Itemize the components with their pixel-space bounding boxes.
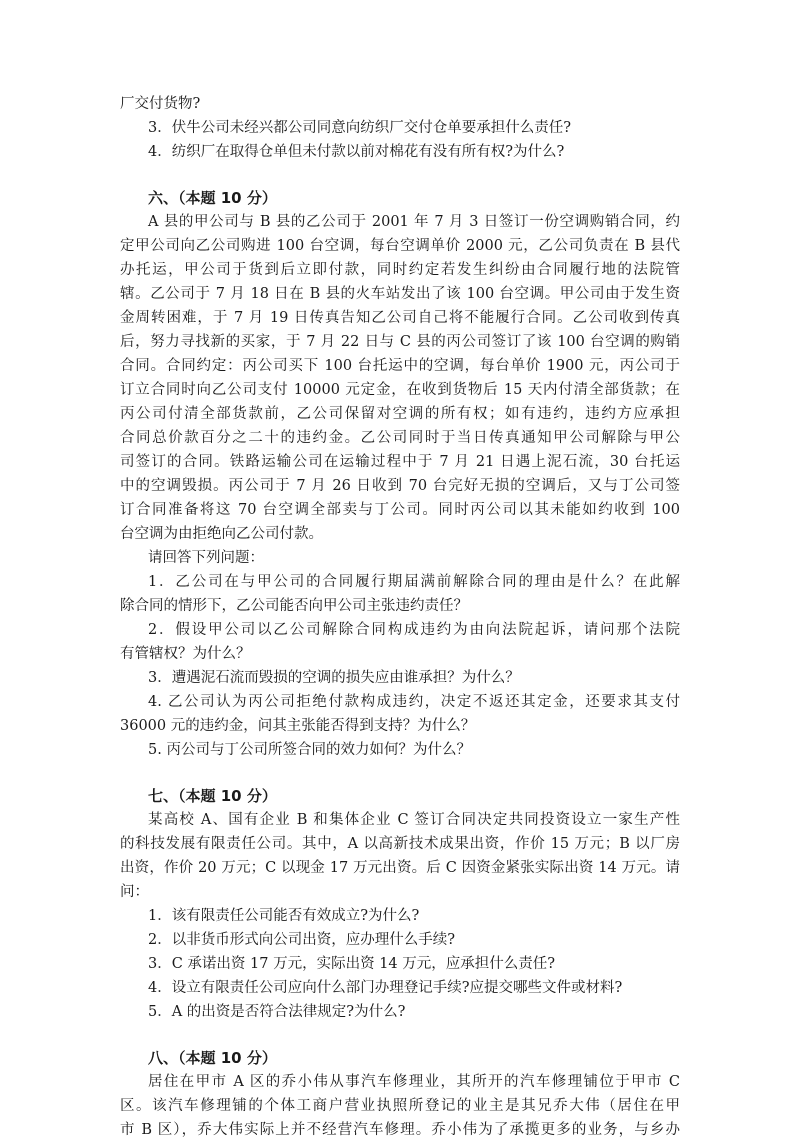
question-item: 4．设立有限责任公司应向什么部门办理登记手续?应提交哪些文件或材料? (148, 980, 623, 996)
text-line: 后，努力寻找新的买家，于 7 月 22 日与 C 县的丙公司签订了该 100 台空调的购销 (120, 334, 680, 350)
text-line: 订立合同时向乙公司支付 10000 元定金，在收到货物后 15 天内付清全部货款；在 (120, 382, 680, 398)
question-item: 5. 丙公司与丁公司所签合同的效力如何？为什么？ (148, 742, 471, 758)
text-line: 居住在甲市 A 区的乔小伟从事汽车修理业，其所开的汽车修理铺位于甲市 C (148, 1074, 680, 1090)
text-line: A 县的甲公司与 B 县的乙公司于 2001 年 7 月 3 日签订一份空调购销合同，约 (148, 214, 680, 230)
text-line: 丙公司付清全部货款前，乙公司保留对空调的所有权；如有违约，违约方应承担 (120, 406, 680, 422)
section-heading: 六、（本题 10 分） (148, 189, 277, 207)
question-item-cont: 有管辖权？为什么？ (120, 646, 251, 662)
text-line: 办托运，甲公司于货到后立即付款，同时约定若发生纠纷由合同履行地的法院管 (120, 262, 680, 278)
text-line: 订合同准备将这 70 台空调全部卖与丁公司。同时丙公司以其未能如约收到 100 (120, 502, 680, 518)
question-item: 3．伏牛公司未经兴都公司同意向纺织厂交付仓单要承担什么责任? (148, 120, 571, 136)
document-body (120, 92, 680, 1142)
text-line: 司签订的合同。铁路运输公司在运输过程中于 7 月 21 日遇上泥石流，30 台托运 (120, 454, 680, 470)
text-line: 厂交付货物? (120, 96, 201, 112)
section-heading: 七、（本题 10 分） (148, 787, 277, 805)
text-line: 台空调为由拒绝向乙公司付款。 (120, 526, 323, 542)
text-line: 中的空调毁损。丙公司于 7 月 26 日收到 70 台完好无损的空调后，又与丁公司签 (120, 478, 680, 494)
question-item: 5．A 的出资是否符合法律规定?为什么? (148, 1004, 406, 1020)
question-item: 1．乙公司在与甲公司的合同履行期届满前解除合同的理由是什么？在此解 (148, 574, 680, 590)
question-item: 2．假设甲公司以乙公司解除合同构成违约为由向法院起诉，请问那个法院 (148, 622, 680, 638)
text-line: 辖。乙公司于 7 月 18 日在 B 县的火车站发出了该 100 台空调。甲公司由于发生资 (120, 286, 680, 302)
text-line: 市 B 区），乔大伟实际上并不经营汽车修理。乔小伟为了承揽更多的业务，与乡办 (120, 1122, 680, 1138)
text-line: 的科技发展有限责任公司。其中，A 以高新技术成果出资，作价 15 万元；B 以厂房 (120, 836, 680, 852)
question-item: 1．该有限责任公司能否有效成立?为什么? (148, 908, 420, 924)
text-line: 合同。合同约定：丙公司买下 100 台托运中的空调，每台单价 1900 元，丙公司于 (120, 358, 680, 374)
question-item: 2．以非货币形式向公司出资，应办理什么手续? (148, 932, 455, 948)
question-item: 3．C 承诺出资 17 万元，实际出资 14 万元，应承担什么责任? (148, 956, 556, 972)
question-item: 4．纺织厂在取得仓单但未付款以前对棉花有没有所有权?为什么? (148, 144, 565, 160)
text-line: 区。该汽车修理铺的个体工商户营业执照所登记的业主是其兄乔大伟（居住在甲 (120, 1098, 680, 1114)
text-line: 问： (120, 884, 149, 900)
text-line: 合同总价款百分之二十的违约金。乙公司同时于当日传真通知甲公司解除与甲公 (120, 430, 680, 446)
question-item: 4. 乙公司认为丙公司拒绝付款构成违约，决定不返还其定金，还要求其支付 (148, 694, 680, 710)
text-line: 金周转困难，于 7 月 19 日传真告知乙公司自己将不能履行合同。乙公司收到传真 (120, 310, 680, 326)
text-line: 某高校 A、国有企业 B 和集体企业 C 签订合同决定共同投资设立一家生产性 (148, 812, 680, 828)
question-prompt: 请回答下列问题： (148, 550, 264, 566)
text-line: 出资，作价 20 万元；C 以现金 17 万元出资。后 C 因资金紧张实际出资 14 万元。请 (120, 860, 680, 876)
text-line: 定甲公司向乙公司购进 100 台空调，每台空调单价 2000 元，乙公司负责在 B 县代 (120, 238, 680, 254)
question-item-cont: 除合同的情形下，乙公司能否向甲公司主张违约责任？ (120, 598, 468, 614)
question-item: 3．遭遇泥石流而毁损的空调的损失应由谁承担？为什么？ (148, 670, 520, 686)
question-item-cont: 36000 元的违约金，问其主张能否得到支持？为什么？ (120, 718, 476, 734)
section-heading: 八、（本题 10 分） (148, 1049, 277, 1067)
